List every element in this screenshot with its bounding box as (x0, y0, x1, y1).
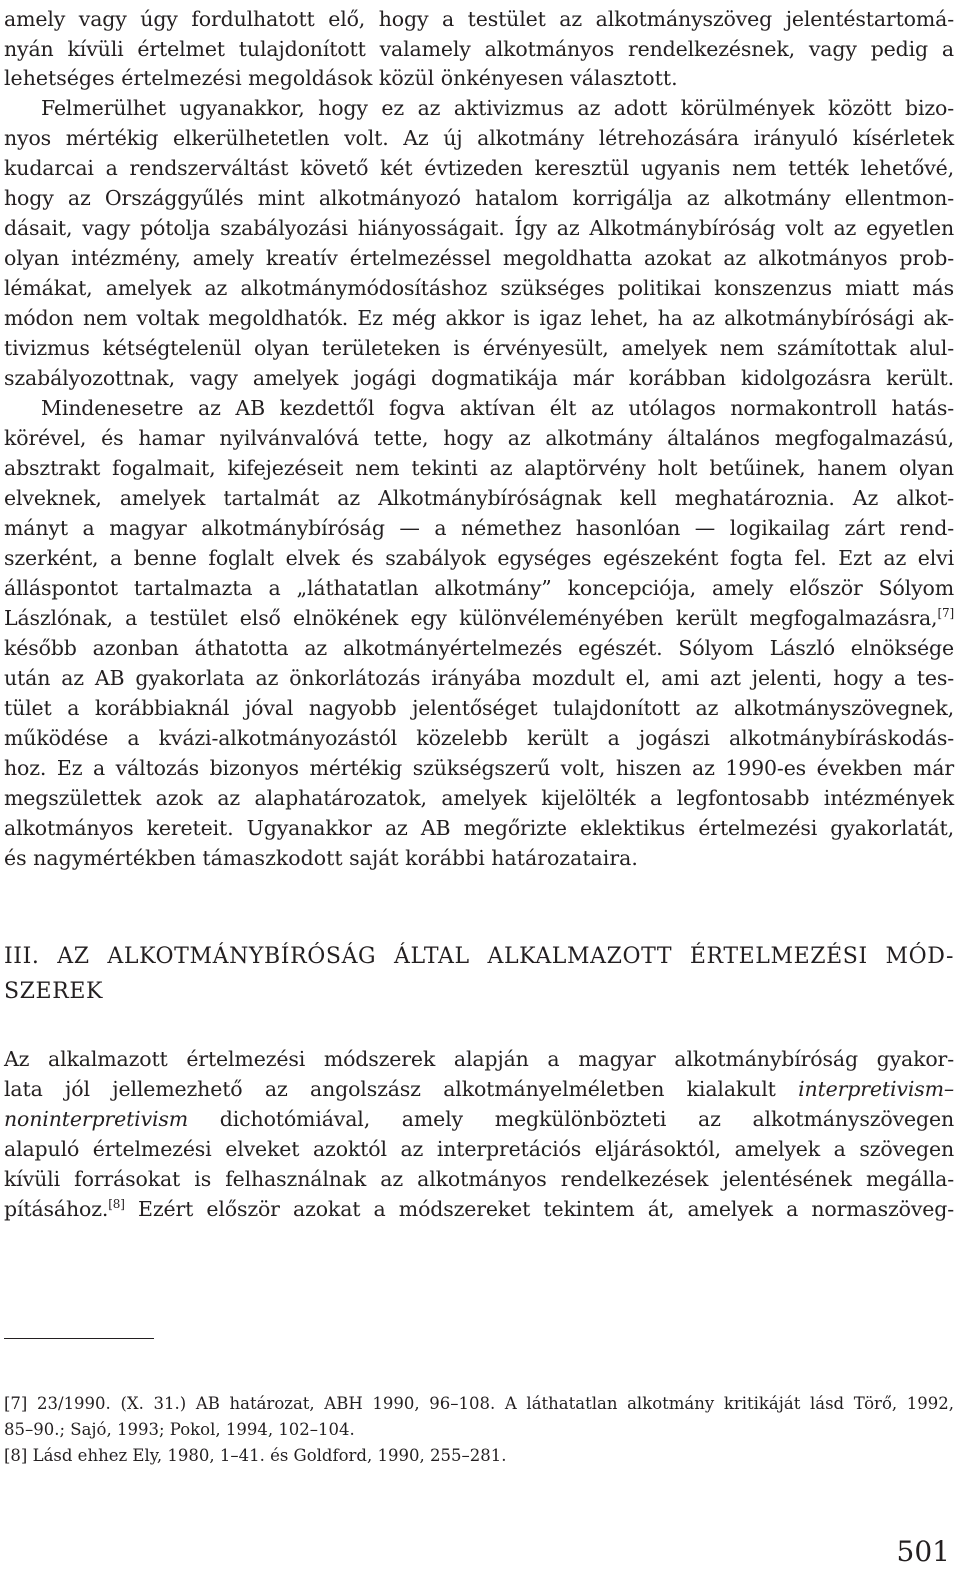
text-line: elveknek, amelyek tartalmát az Alkotmánybíróságnak kell meghatároznia. Az alkot- (4, 486, 954, 510)
text-line: nyán kívüli értelmet tulajdonított valamely alkotmányos rendelkezésnek, vagy pedig a (4, 37, 954, 61)
text-line: álláspontot tartalmazta a „láthatatlan alkotmány” koncepciója, amely először Sólyom (4, 576, 954, 600)
text-line: tület a korábbiaknál jóval nagyobb jelentőséget tulajdonított az alkotmányszövegnek, (4, 696, 954, 720)
text-line: mányt a magyar alkotmánybíróság — a némethez hasonlóan — logikailag zárt rend- (4, 516, 954, 540)
text-line: után az AB gyakorlata az önkorlátozás irányába mozdult el, ami azt jelenti, hogy a tes- (4, 666, 954, 690)
text-span: Ezért először azokat a módszereket tekintem át, amelyek a normaszöveg- (124, 1197, 954, 1221)
text-line: alkotmányos kereteit. Ugyanakkor az AB megőrizte eklektikus értelmezési gyakorlatát, (4, 816, 954, 840)
text-line: és nagymértékben támaszkodott saját korábbi határozataira. (4, 846, 638, 870)
footnote-8: [8] Lásd ehhez Ely, 1980, 1–41. és Goldford, 1990, 255–281. (4, 1446, 507, 1465)
text-line: kívüli forrásokat is felhasználnak az alkotmányos rendelkezések jelentésének megálla- (4, 1167, 954, 1191)
text-line: amely vagy úgy fordulhatott elő, hogy a testület az alkotmányszöveg jelentéstartomá- (4, 7, 954, 31)
italic-term: noninterpretivism (4, 1107, 189, 1131)
text-line: kudarcai a rendszerváltást követő két évtizeden keresztül ugyanis nem tették lehetővé, (4, 156, 954, 180)
text-span: Lászlónak, a testület első elnökének egy különvéleményében került megfogalmazásra, (4, 606, 938, 630)
text-line: szerként, a benne foglalt elvek és szabályok egységes egészeként fogta fel. Ezt az elvi (4, 546, 954, 570)
text-line: olyan intézmény, amely kreatív értelmezéssel megoldhatta azokat az alkotmányos prob- (4, 246, 954, 270)
text-line: lémákat, amelyek az alkotmánymódosításhoz szükséges politikai konszenzus miatt más (4, 276, 954, 300)
footnote-divider (4, 1338, 154, 1339)
text-line: később azonban áthatotta az alkotmányértelmezés egészét. Sólyom László elnöksége (4, 636, 954, 660)
text-line (4, 1075, 954, 1103)
text-span: pításához. (4, 1197, 109, 1221)
text-line: dásait, vagy pótolja szabályozási hiányosságait. Így az Alkotmánybíróság volt az egyetlen (4, 216, 954, 240)
text-line: szabályozottnak, vagy amelyek jogági dogmatikája már korábban kidolgozásra került. (4, 366, 954, 390)
text-line (4, 1105, 954, 1133)
text-line-with-footnote (4, 604, 954, 632)
italic-term: interpretivism– (798, 1077, 954, 1101)
text-line: Mindenesetre az AB kezdettől fogva aktívan élt az utólagos normakontroll hatás- (41, 396, 954, 420)
text-line: Az alkalmazott értelmezési módszerek alapján a magyar alkotmánybíróság gyakor- (4, 1047, 954, 1071)
text-line: tivizmus kétségtelenül olyan területeken is érvényesült, amelyek nem számítottak alul- (4, 336, 954, 360)
text-line: Felmerülhet ugyanakkor, hogy ez az aktivizmus az adott körülmények között bizo- (41, 96, 954, 120)
text-line: hogy az Országgyűlés mint alkotmányozó hatalom korrigálja az alkotmány ellentmon- (4, 186, 954, 210)
heading-line: SZEREK (4, 979, 104, 1004)
footnote-7: [7] 23/1990. (X. 31.) AB határozat, ABH 1990, 96–108. A láthatatlan alkotmány kritikáját lásd Törő, 1992, (4, 1394, 954, 1413)
footnote-ref-7[interactable]: [7] (937, 606, 954, 621)
text-span: dichotómiával, amely megkülönbözteti az alkotmányszövegen (188, 1107, 954, 1131)
text-line: körével, és hamar nyilvánvalóvá tette, hogy az alkotmány általános megfogalmazású, (4, 426, 954, 450)
page-number: 501 (896, 1535, 950, 1568)
text-line: absztrakt fogalmait, kifejezéseit nem tekinti az alaptörvény holt betűinek, hanem olyan (4, 456, 954, 480)
text-line: nyos mértékig elkerülhetetlen volt. Az új alkotmány létrehozására irányuló kísérletek (4, 126, 954, 150)
text-line: működése a kvázi-alkotmányozástól közelebb került a jogászi alkotmánybíráskodás- (4, 726, 954, 750)
footnote-7-continued: 85–90.; Sajó, 1993; Pokol, 1994, 102–104. (4, 1420, 355, 1439)
text-line-with-footnote (4, 1195, 954, 1223)
text-span: lata jól jellemezhető az angolszász alkotmányelméletben kialakult (4, 1077, 799, 1101)
heading-line: III. AZ ALKOTMÁNYBÍRÓSÁG ÁLTAL ALKALMAZOTT ÉRTELMEZÉSI MÓD- (4, 944, 954, 969)
text-line: megszülettek azok az alaphatározatok, amelyek kijelölték a legfontosabb intézmények (4, 786, 954, 810)
text-line: alapuló értelmezési elveket azoktól az interpretációs eljárásoktól, amelyek a szövegen (4, 1137, 954, 1161)
footnote-ref-8[interactable]: [8] (108, 1197, 125, 1212)
text-line: hoz. Ez a változás bizonyos mértékig szükségszerű volt, hiszen az 1990-es években már (4, 756, 954, 780)
text-line: lehetséges értelmezési megoldások közül önkényesen választott. (4, 66, 678, 90)
text-line: módon nem voltak megoldhatók. Ez még akkor is igaz lehet, ha az alkotmánybírósági ak- (4, 306, 954, 330)
